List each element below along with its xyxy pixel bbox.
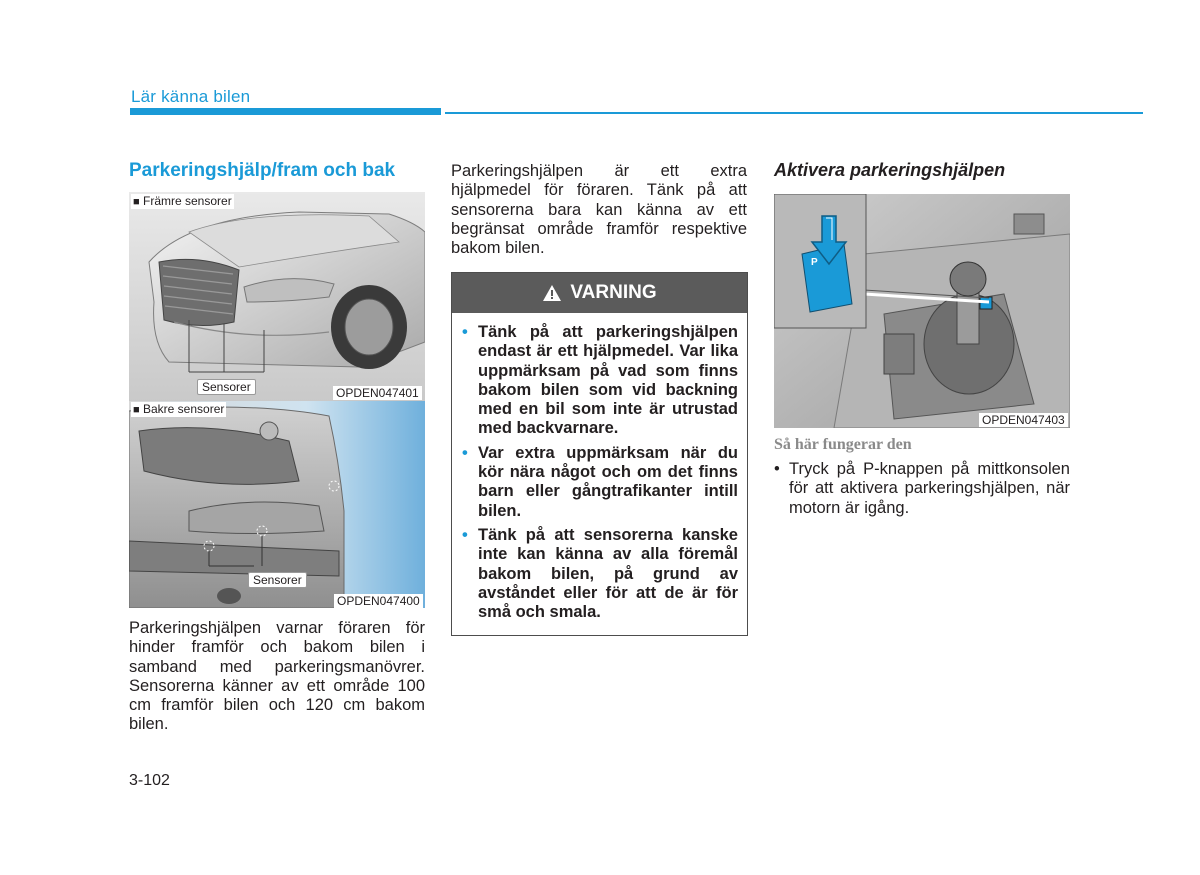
header-rule-thin (445, 112, 1143, 114)
left-body-paragraph: Parkeringshjälpen varnar föraren för hinder framför och bakom bilen i samband med parkeringsmanövrer. Sensorerna känner av ett område 100 cm framför bilen och 120 cm bakom bilen. (129, 619, 425, 734)
warning-title: VARNING (570, 282, 657, 303)
right-bullet-text: Tryck på P-knappen på mittkonsolen för att aktivera parkeringshjälpen, när motorn är igång. (789, 460, 1070, 517)
bullet-dot-icon: • (774, 460, 780, 478)
right-bullet-paragraph (774, 460, 1070, 518)
square-bullet-icon: ■ (133, 404, 140, 416)
bullet-dot-icon: • (462, 443, 468, 462)
figure-front-caption (131, 194, 234, 209)
figure-rear-code: OPDEN047400 (334, 594, 423, 608)
warning-item-text: Tänk på att sensorerna kanske inte kan känna av alla föremål bakom bilen, på grund av avståndet eller för att de är för små och smala. (478, 525, 738, 622)
warning-item-text: Tänk på att parkeringshjälpen endast är ett hjälpmedel. Var lika uppmärksam på vad som finns bakom bilen som vid backning med en bil som inte är utrustad med backvarnare. (478, 323, 738, 438)
header-rule-thick (130, 108, 441, 115)
figure-console-code: OPDEN047403 (979, 413, 1068, 427)
figure-front-caption-text: Främre sensorer (143, 194, 232, 208)
warning-list (462, 323, 738, 627)
bullet-dot-icon: • (462, 525, 468, 544)
bullet-dot-icon: • (462, 323, 468, 341)
warning-item (462, 444, 738, 521)
warning-header (452, 273, 747, 313)
figure-front-callout: Sensorer (197, 379, 256, 395)
running-header: Lär känna bilen (131, 87, 251, 106)
console-p-button-label: P (811, 257, 818, 268)
figure-rear-caption-text: Bakre sensorer (143, 402, 225, 416)
middle-intro-paragraph: Parkeringshjälpen är ett extra hjälpmedel för föraren. Tänk på att sensorerna bara kan känna av ett begränsat område framför respektive bakom bilen. (451, 162, 747, 258)
section-heading-parking-assist: Parkeringshjälp/fram och bak (129, 160, 396, 181)
page-number: 3-102 (129, 772, 170, 789)
console-illustration (774, 194, 1070, 428)
warning-item-text: Var extra uppmärksam när du kör nära något och om det finns barn eller gångtrafikanter intill bilen. (478, 443, 738, 520)
figure-console (774, 194, 1070, 428)
section-heading-activate: Aktivera parkeringshjälpen (774, 160, 1006, 180)
warning-item (462, 526, 738, 622)
figure-rear-caption (131, 402, 226, 417)
figure-front-code: OPDEN047401 (333, 386, 422, 400)
warning-triangle-icon (542, 284, 562, 302)
figure-rear-callout: Sensorer (248, 572, 307, 588)
front-car-illustration (129, 192, 425, 402)
subheading-how-it-works: Så här fungerar den (774, 436, 912, 453)
warning-item (462, 323, 738, 439)
square-bullet-icon: ■ (133, 196, 140, 208)
warning-box (451, 272, 748, 636)
figure-front-sensors (129, 192, 425, 402)
